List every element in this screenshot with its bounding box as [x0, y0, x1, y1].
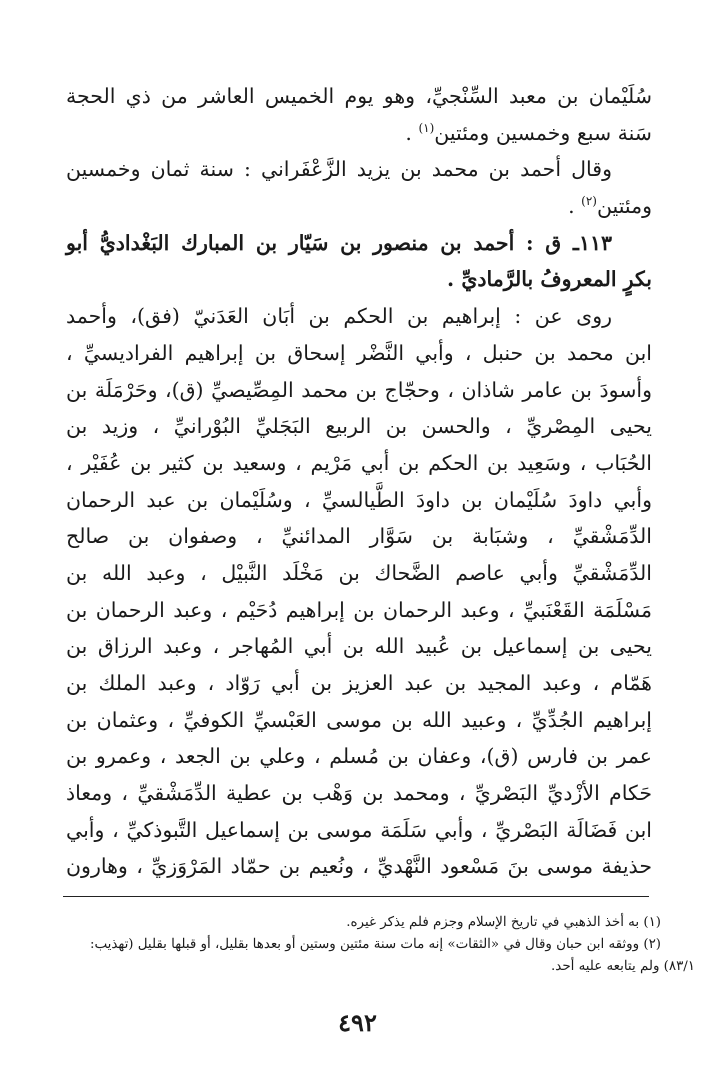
text-line: حَكام الأزْديِّ البَصْريِّ ، ومحمد بن وَهْب بن عطية الدِّمَشْقيِّ ، ومعاذ	[66, 781, 652, 806]
footnote-marker: (١)	[418, 120, 435, 135]
footnote-divider	[63, 896, 649, 897]
text-line: الحُبَاب ، وسَعِيد بن الحكم بن أبي مَرْيم ، وسعيد بن كثير بن عُفَيْر ،	[66, 450, 652, 475]
text-line: روى عن : إبراهيم بن الحكم بن أبَان العَدَنيّ (فق)، وأحمد	[66, 304, 612, 329]
page-number: ٤٩٢	[338, 1008, 377, 1037]
text-line: الدِّمَشْقيِّ وأبي عاصم الضَّحاك بن مَخْلَد النَّبيْل ، وعبد الله بن	[66, 560, 652, 585]
text-line: وأبي داودَ سُلَيْمان بن داودَ الطَّيالسيِّ ، وسُلَيْمان بن عبد الرحمان	[66, 487, 652, 512]
text-line: عمر بن فارس (ق)، وعفان بن مُسلم ، وعلي بن الجعد ، وعمرو بن	[66, 744, 652, 769]
text-line: وأسودَ بن عامر شاذان ، وحجّاج بن محمد المِصِّيصيِّ (ق)، وحَرْمَلَة بن	[66, 377, 652, 402]
text-line: سَنة سبع وخمسين ومئتين$^{(١)}$ .	[405, 120, 652, 145]
footnote-continuation: ٨٣/١) ولم يتابعه عليه أحد.	[551, 959, 695, 974]
text-line: ابن فَضَالَة البَصْريِّ ، وأبي سَلَمَة موسى بن إسماعيل التَّبوذكيِّ ، وأبي	[66, 817, 652, 842]
text-line: يحيى بن إسماعيل بن عُبيد الله بن أبي المُهاجر ، وعبد الرزاق بن	[66, 634, 652, 659]
text-line: حذيفة موسى بنَ مَسْعود النَّهْديِّ ، ونُعيم بن حمّاد المَرْوَزيِّ ، وهارون	[66, 854, 652, 879]
text-line: مَسْلَمَة القَعْنَبيِّ ، وعبد الرحمان بن إبراهيم دُحَيْم ، وعبد الرحمان بن	[66, 597, 652, 622]
footnotes	[20, 912, 695, 978]
entry-heading: ١١٣ـ ق : أحمد بن منصور بن سَيّار بن المبارك البَغْداديُّ أبو	[66, 230, 612, 255]
text-line: سُلَيْمان بن معبد السِّنْجيِّ، وهو يوم الخميس العاشر من ذي الحجة	[66, 84, 652, 108]
text-line: الدِّمَشْقيِّ ، وشبَابة بن سَوَّار المدائنيِّ ، وصفوان بن صالح	[66, 524, 652, 549]
main-text	[66, 78, 652, 885]
text-line: يحيى المِصْريِّ ، والحسن بن الربيع البَجَليِّ البُوْرانيِّ ، وزيد بن	[66, 414, 652, 439]
footnote: (٢) ووثقه ابن حبان وقال في «الثقات» إنه مات سنة مئتين وستين أو بعدها بقليل، أو قبلها بقليل (تهذيب:	[89, 937, 661, 952]
footnote: (١) به أخذ الذهبي في تاريخ الإسلام وجزم فلم يذكر غيره.	[346, 915, 661, 930]
text-line: هَمّام ، وعبد المجيد بن عبد العزيز بن أبي رَوّاد ، وعبد الملك بن	[66, 671, 652, 695]
entry-heading: بكرٍ المعروفُ بالرَّماديِّ .	[447, 267, 652, 292]
footnote-marker: (٢)	[581, 194, 597, 209]
text-line: ابن محمد بن حنبل ، وأبي النَّضْر إسحاق بن إبراهيم الفراديسيِّ ،	[66, 340, 652, 365]
text-line: ومئتين$^{(٢)}$ .	[568, 194, 652, 219]
text-line: وقال أحمد بن محمد بن يزيد الزَّعْفَراني : سنة ثمان وخمسين	[66, 157, 612, 182]
text-line: إبراهيم الجُدِّيِّ ، وعبيد الله بن موسى العَبْسيِّ الكوفيِّ ، وعثمان بن	[66, 707, 652, 732]
